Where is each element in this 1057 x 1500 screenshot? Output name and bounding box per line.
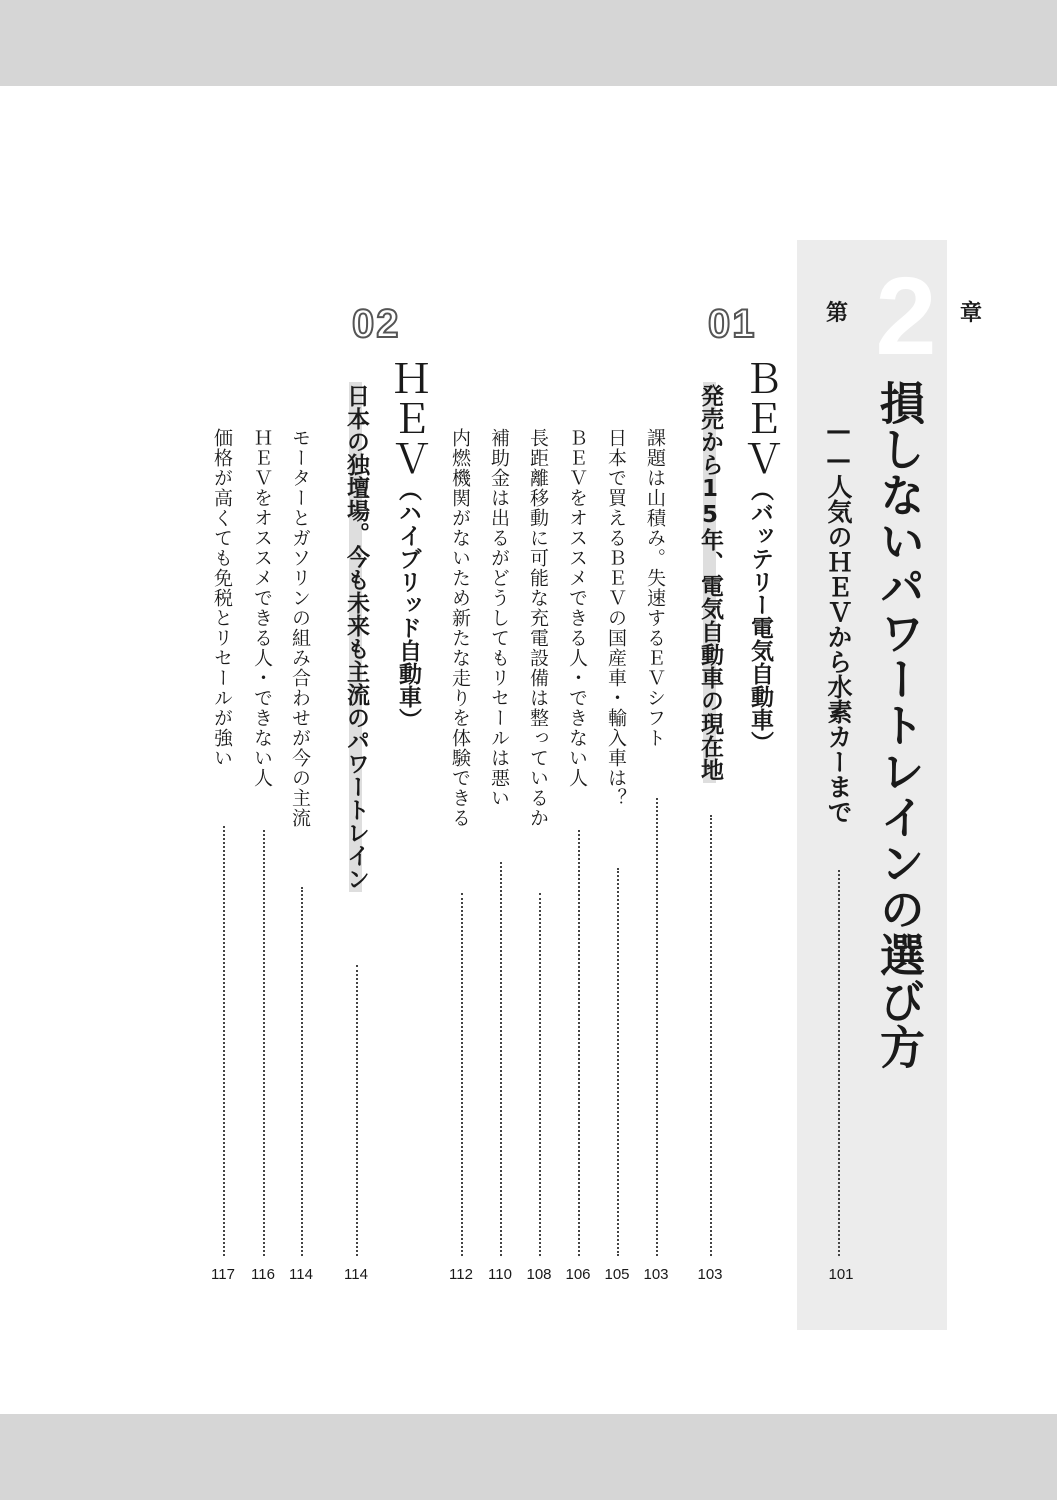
section-lead-page-01: 103 [697, 1266, 723, 1283]
section-title-01-main: ＢＥＶ [737, 358, 783, 478]
section-title-02-paren: （ハイブリッド自動車） [395, 478, 421, 731]
top-margin-bar [0, 0, 1057, 86]
toc-item-page: 117 [211, 1266, 235, 1283]
leader-dots [539, 893, 541, 1256]
toc-item-page: 105 [604, 1266, 630, 1283]
leader-dots [356, 965, 358, 1256]
toc-item: 課題は山積み。失速するＥＶシフト [644, 428, 666, 748]
section-lead-page-02: 114 [344, 1266, 368, 1283]
leader-dots [578, 830, 580, 1256]
leader-dots [223, 826, 225, 1256]
toc-item: ＨＥＶをオススメできる人・できない人 [251, 428, 273, 788]
section-title-01-paren: （バッテリー電気自動車） [747, 478, 773, 754]
chapter-number: 2 [875, 255, 937, 378]
chapter-title: 損しないパワートレインの選び方 [872, 380, 925, 1070]
chapter-page: 101 [828, 1266, 854, 1283]
toc-item: 内燃機関がないため新たな走りを体験できる [449, 428, 471, 828]
section-number-02: 02 [352, 302, 401, 346]
toc-item-page: 108 [526, 1266, 552, 1283]
leader-dots [617, 868, 619, 1256]
toc-item: 長距離移動に可能な充電設備は整っているか [527, 428, 549, 828]
leader-dots [263, 830, 265, 1256]
section-title-02-main: ＨＥＶ [385, 358, 431, 478]
chapter-leader-dots [838, 870, 840, 1256]
toc-item: モーターとガソリンの組み合わせが今の主流 [289, 428, 311, 828]
section-title-02 [385, 358, 431, 731]
section-lead-02: 日本の独壇場。今も未来も主流のパワートレイン [343, 384, 369, 890]
leader-dots [500, 862, 502, 1256]
section-lead-01: 発売から15年、電気自動車の現在地 [697, 384, 723, 781]
toc-item-page: 114 [289, 1266, 313, 1283]
chapter-label-left: 第 [826, 301, 849, 326]
toc-item-page: 116 [251, 1266, 275, 1283]
section-title-01 [737, 358, 783, 754]
leader-dots [656, 798, 658, 1256]
toc-item: 補助金は出るがどうしてもリセールは悪い [488, 428, 510, 808]
toc-item: 価格が高くても免税とリセールが強い [211, 428, 233, 768]
toc-item: 日本で買えるＢＥＶの国産車・輸入車は？ [605, 428, 627, 808]
chapter-subtitle: ——人気のＨＥＶから水素カーまで [824, 416, 853, 824]
toc-item-page: 103 [643, 1266, 669, 1283]
leader-dots [301, 887, 303, 1256]
leader-dots [461, 893, 463, 1256]
toc-item-page: 112 [449, 1266, 473, 1283]
leader-dots [710, 815, 712, 1256]
toc-item: ＢＥＶをオススメできる人・できない人 [566, 428, 588, 788]
bottom-margin-bar [0, 1414, 1057, 1500]
toc-item-page: 110 [488, 1266, 512, 1283]
section-number-01: 01 [708, 302, 757, 346]
chapter-label-right: 章 [960, 301, 983, 326]
toc-item-page: 106 [565, 1266, 591, 1283]
